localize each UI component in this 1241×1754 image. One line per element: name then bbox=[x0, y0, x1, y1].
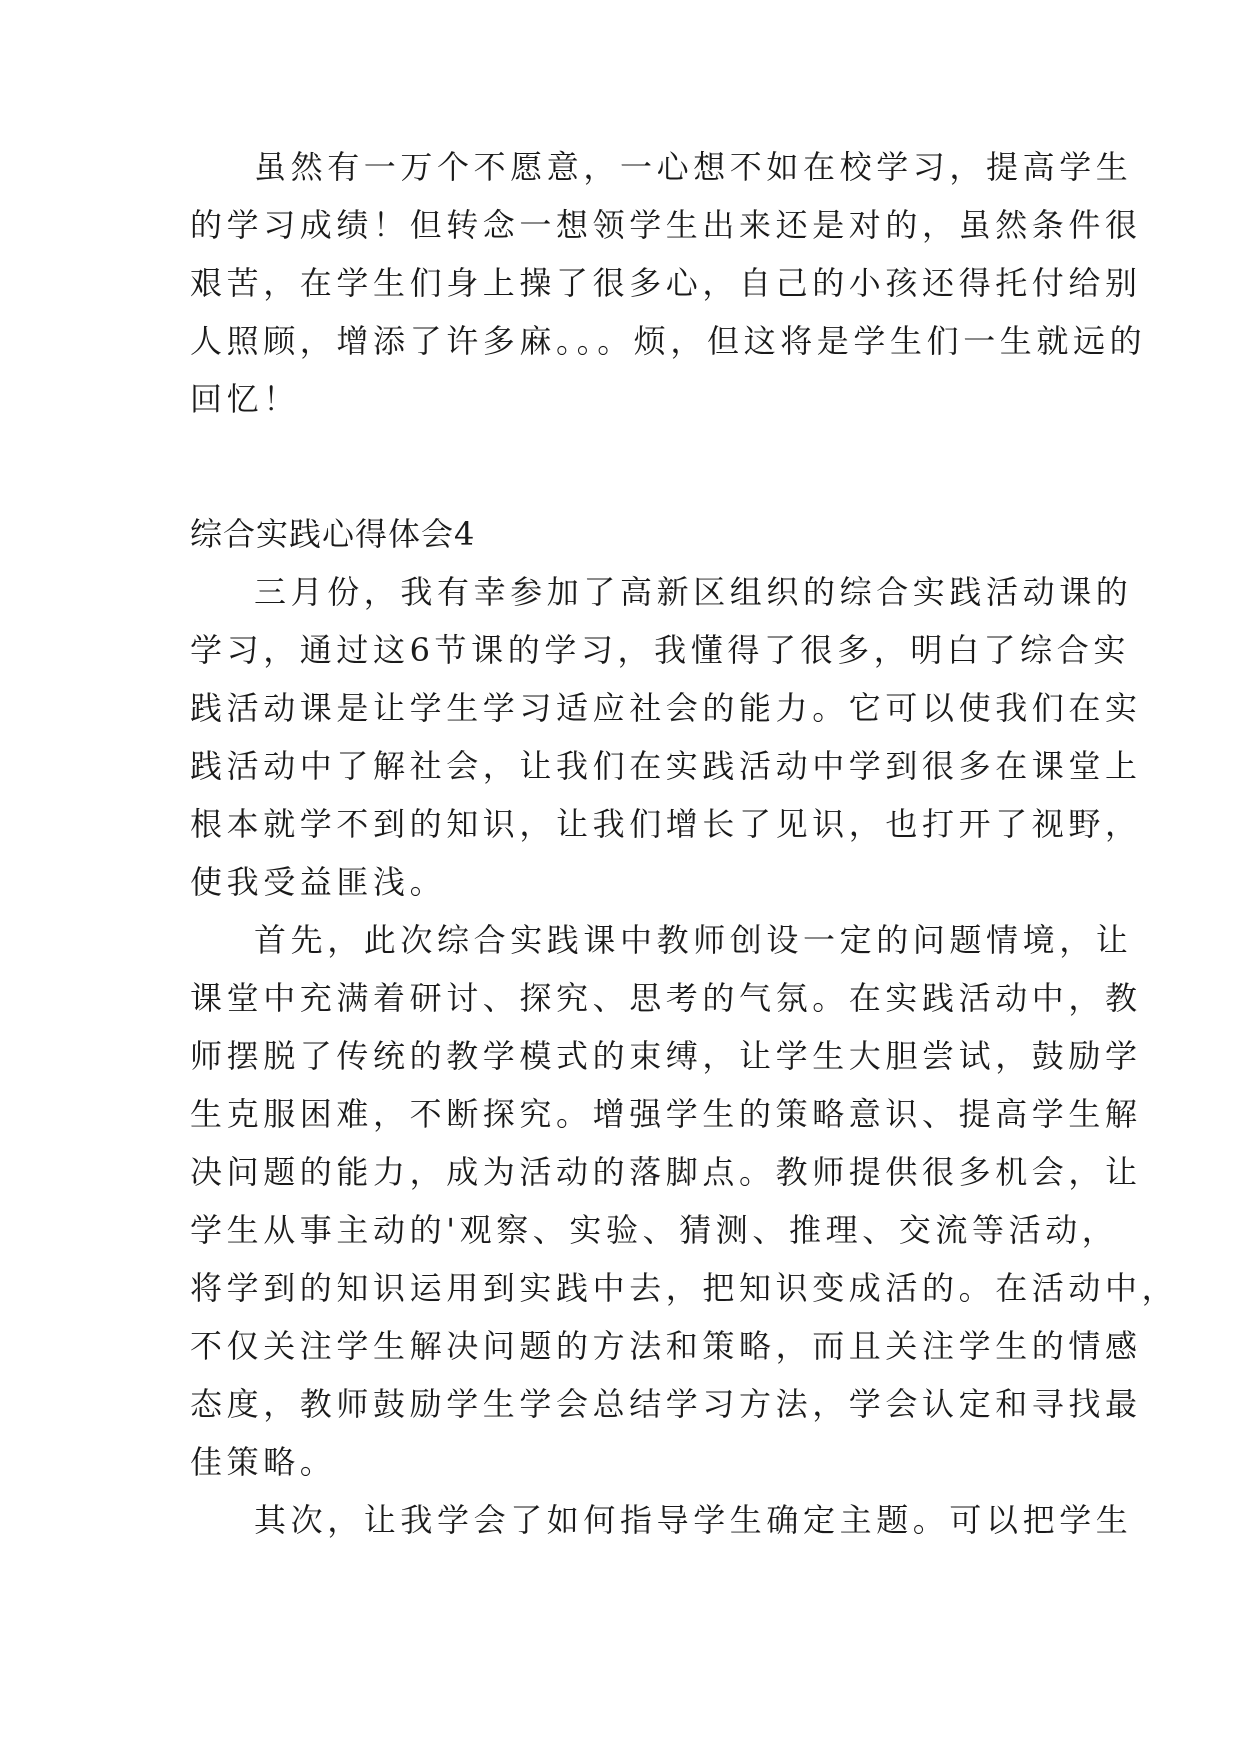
text-line: 不仅关注学生解决问题的方法和策略，而且关注学生的情感 bbox=[190, 1327, 1142, 1365]
text-line: 使我受益匪浅。 bbox=[190, 863, 447, 901]
text-line: 人照顾，增添了许多麻。。。烦，但这将是学生们一生就远的 bbox=[190, 322, 1147, 360]
text-line: 的学习成绩！但转念一想领学生出来还是对的，虽然条件很 bbox=[190, 206, 1142, 244]
text-line: 生克服困难，不断探究。增强学生的策略意识、提高学生解 bbox=[190, 1095, 1142, 1133]
text-line: 将学到的知识运用到实践中去，把知识变成活的。在活动中， bbox=[190, 1269, 1179, 1307]
text-line: 根本就学不到的知识，让我们增长了见识，也打开了视野， bbox=[190, 805, 1142, 843]
text-line: 首先，此次综合实践课中教师创设一定的问题情境，让 bbox=[254, 921, 1133, 959]
text-line: 其次，让我学会了如何指导学生确定主题。可以把学生 bbox=[254, 1501, 1133, 1539]
text-line: 三月份，我有幸参加了高新区组织的综合实践活动课的 bbox=[254, 573, 1133, 611]
text-line: 回忆！ bbox=[190, 380, 300, 418]
text-line: 态度，教师鼓励学生学会总结学习方法，学会认定和寻找最 bbox=[190, 1385, 1142, 1423]
text-line: 学习，通过这6节课的学习，我懂得了很多，明白了综合实 bbox=[190, 631, 1130, 669]
text-line: 艰苦，在学生们身上操了很多心，自己的小孩还得托付给别 bbox=[190, 264, 1142, 302]
text-line: 课堂中充满着研讨、探究、思考的气氛。在实践活动中，教 bbox=[190, 979, 1142, 1017]
text-line: 虽然有一万个不愿意，一心想不如在校学习，提高学生 bbox=[254, 148, 1133, 186]
text-line: 学生从事主动的'观察、实验、猜测、推理、交流等活动， bbox=[190, 1211, 1119, 1249]
text-line: 决问题的能力，成为活动的落脚点。教师提供很多机会，让 bbox=[190, 1153, 1142, 1191]
text-line: 佳策略。 bbox=[190, 1443, 337, 1481]
text-line: 师摆脱了传统的教学模式的束缚，让学生大胆尝试，鼓励学 bbox=[190, 1037, 1142, 1075]
section-heading: 综合实践心得体会4 bbox=[190, 515, 476, 553]
text-line: 践活动课是让学生学习适应社会的能力。它可以使我们在实 bbox=[190, 689, 1142, 727]
text-line: 践活动中了解社会，让我们在实践活动中学到很多在课堂上 bbox=[190, 747, 1142, 785]
